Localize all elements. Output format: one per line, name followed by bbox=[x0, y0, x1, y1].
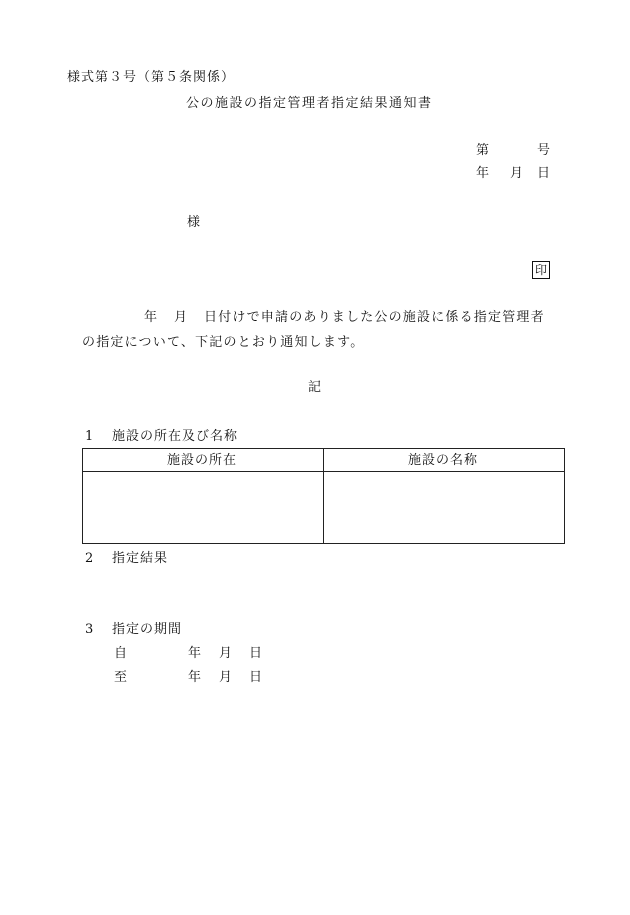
period-from-label: 自 bbox=[114, 646, 128, 661]
section-1-number: 1 bbox=[85, 429, 94, 444]
body-text-line1: 日付けで申請のありました公の施設に係る指定管理者 bbox=[204, 310, 545, 325]
issue-date-day: 日 bbox=[537, 166, 551, 181]
table-header-location: 施設の所在 bbox=[167, 453, 238, 468]
period-from-day: 日 bbox=[249, 646, 263, 661]
period-to-year: 年 bbox=[188, 670, 202, 685]
section-3-title: 指定の期間 bbox=[112, 622, 183, 637]
table-header-name: 施設の名称 bbox=[408, 453, 479, 468]
body-month: 月 bbox=[174, 310, 189, 325]
issue-date-month: 月 bbox=[510, 166, 524, 181]
document-title: 公の施設の指定管理者指定結果通知書 bbox=[186, 96, 433, 111]
period-from-year: 年 bbox=[188, 646, 202, 661]
ki-heading: 記 bbox=[308, 380, 322, 395]
seal-stamp: 印 bbox=[532, 261, 550, 279]
section-3-number: 3 bbox=[85, 622, 94, 637]
body-text-line2: の指定について、下記のとおり通知します。 bbox=[82, 335, 365, 350]
section-1-title: 施設の所在及び名称 bbox=[112, 429, 239, 444]
facility-table bbox=[82, 448, 565, 544]
form-number: 様式第３号（第５条関係） bbox=[67, 70, 236, 85]
body-year: 年 bbox=[144, 310, 159, 325]
document-number-prefix: 第 bbox=[476, 143, 490, 158]
section-2-number: 2 bbox=[85, 551, 94, 566]
period-to-label: 至 bbox=[114, 670, 128, 685]
issue-date-year: 年 bbox=[476, 166, 490, 181]
addressee-honorific: 様 bbox=[187, 215, 201, 230]
table-header-divider bbox=[83, 471, 564, 472]
document-number-suffix: 号 bbox=[537, 143, 551, 158]
period-from-month: 月 bbox=[219, 646, 233, 661]
period-to-month: 月 bbox=[219, 670, 233, 685]
section-2-title: 指定結果 bbox=[112, 551, 169, 566]
table-column-divider bbox=[323, 449, 324, 543]
period-to-day: 日 bbox=[249, 670, 263, 685]
